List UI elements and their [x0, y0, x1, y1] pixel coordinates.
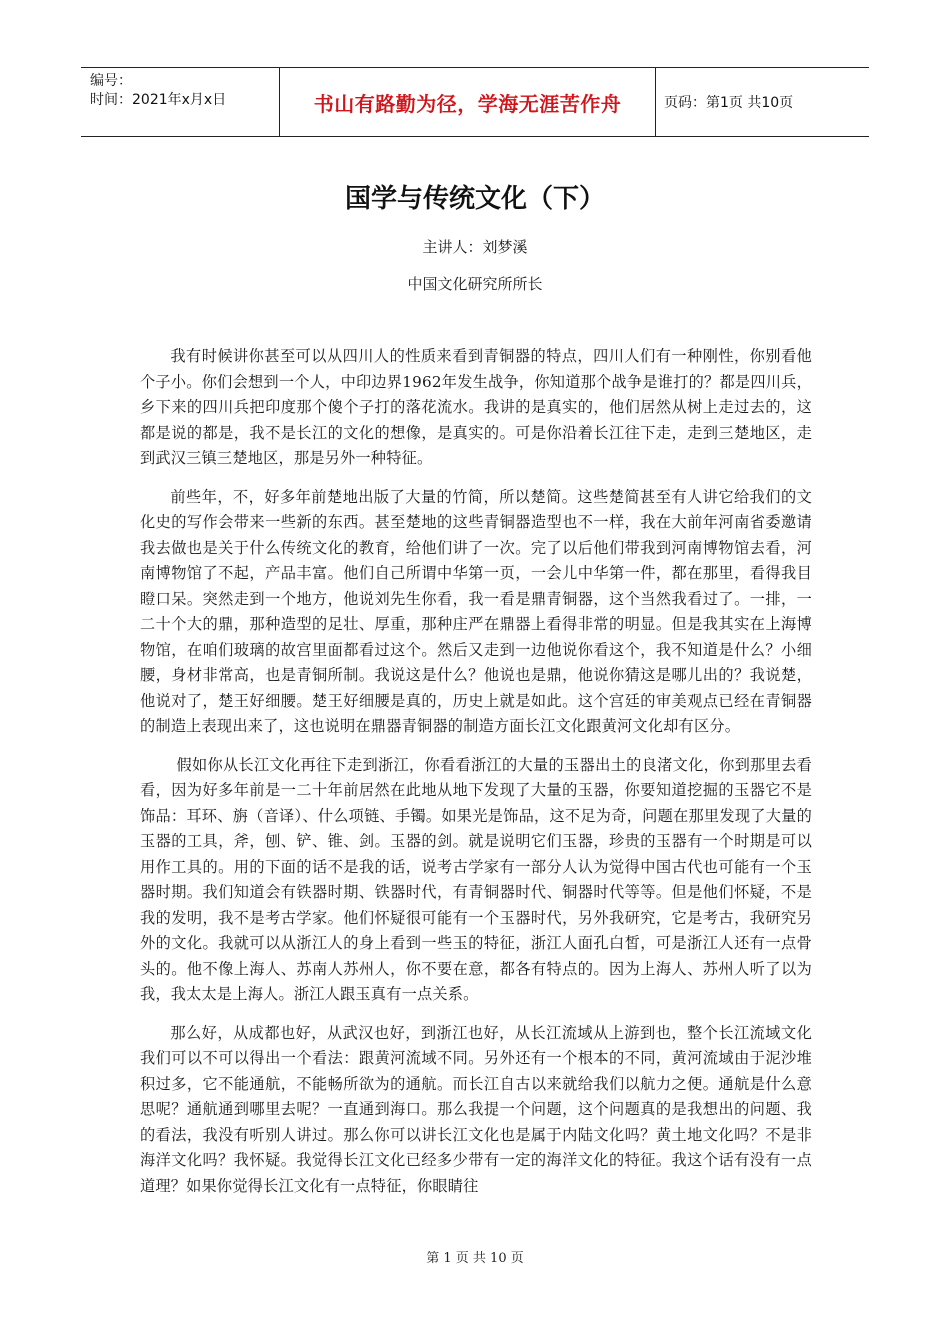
document-title: 国学与传统文化（下）	[344, 184, 605, 214]
paragraph: 假如你从长江文化再往下走到浙江，你看看浙江的大量的玉器出土的良渚文化，你到那里去看看，因为好多年前是一二十年前居然在此地从地下发现了大量的玉器，你要知道挖掘的玉器它不是饰品：耳环、旃（音译）、什么项链、手镯。如果光是饰品，这不足为奇，问题在那里发现了大量的玉器的工具，斧，刨、铲、锥、剑。玉器的剑。就是说明它们玉器，珍贵的玉器有一个时期是可以用作工具的。用的下面的话不是我的话，说考古学家有一部分人认为觉得中国古代也可能有一个玉器时期。我们知道会有铁器时期、铁器时代，有青铜器时代、铜器时代等等。但是他们怀疑，不是我的发明，我不是考古学家。他们怀疑很可能有一个玉器时代，另外我研究，它是考古，我研究另外的文化。我就可以从浙江人的身上看到一些玉的特征，浙江人面孔白皙，可是浙江人还有一点骨头的。他不像上海人、苏南人苏州人，你不要在意，都各有特点的。因为上海人、苏州人听了以为我，我太太是上海人。浙江人跟玉真有一点关系。	[140, 755, 812, 1003]
date-label: 时间：2021年x月x日	[90, 92, 227, 108]
paragraph: 那么好，从成都也好，从武汉也好，到浙江也好，从长江流域从上游到也，整个长江流域文化我们可以不可以得出一个看法：跟黄河流域不同。另外还有一个根本的不同，黄河流域由于泥沙堆积过多，它不能通航，不能畅所欲为的通航。而长江自古以来就给我们以航力之便。通航是什么意思呢？通航通到哪里去呢？一直通到海口。那么我提一个问题，这个问题真的是我想出的问题、我的看法，我没有听别人讲过。那么你可以讲长江文化也是属于内陆文化吗？黄土地文化吗？不是非海洋文化吗？我怀疑。我觉得长江文化已经多少带有一定的海洋文化的特征。我这个话有没有一点道理？如果你觉得长江文化有一点特征，你眼睛往	[140, 1023, 812, 1195]
affiliation-line: 中国文化研究所所长	[407, 275, 543, 293]
number-label: 编号：	[90, 73, 132, 89]
paragraph: 前些年，不，好多年前楚地出版了大量的竹简，所以楚简。这些楚简甚至有人讲它给我们的文化史的写作会带来一些新的东西。甚至楚地的这些青铜器造型也不一样，我在大前年河南省委邀请我去做也是关于什么传统文化的教育，给他们讲了一次。完了以后他们带我到河南博物馆去看，河南博物馆了不起，产品丰富。他们自己所谓中华第一页，一会儿中华第一件，都在那里，看得我目瞪口呆。突然走到一个地方，他说刘先生你看，我一看是鼎青铜器，这个当然我看过了。一排，一二十个大的鼎，那种造型的足壮、厚重，那种庄严在鼎器上看得非常的明显。但是我其实在上海博物馆，在咱们玻璃的故宫里面都看过这个。然后又走到一边他说你看这个，我不知道是什么？小细腰，身材非常高，也是青铜所制。我说这是什么？他说也是鼎，他说你猜这是哪儿出的？我说楚，他说对了，楚王好细腰。楚王好细腰是真的，历史上就是如此。这个宫廷的审美观点已经在青铜器的制造上表现出来了，这也说明在鼎器青铜器的制造方面长江文化跟黄河文化却有区分。	[140, 487, 812, 735]
header-meta-cell	[81, 68, 280, 136]
paragraph: 我有时候讲你甚至可以从四川人的性质来看到青铜器的特点，四川人们有一种刚性，你别看他个子小。你们会想到一个人，中印边界1962年发生战争，你知道那个战争是谁打的？都是四川兵，乡下来的四川兵把印度那个傻个子打的落花流水。我讲的是真实的，他们居然从树上走过去的，这都是说的都是，我不是长江的文化的想像，是真实的。可是你沿着长江往下走，走到三楚地区，走到武汉三镇三楚地区，那是另外一种特征。	[140, 347, 812, 467]
header-page-info: 页码：第1页 共10页	[664, 95, 794, 111]
page-footer: 第 1 页 共 10 页	[426, 1251, 524, 1266]
header-motto: 书山有路勤为径，学海无涯苦作舟	[280, 68, 656, 136]
speaker-line: 主讲人：刘梦溪	[422, 238, 528, 256]
header-table	[81, 67, 869, 137]
document-body	[140, 344, 812, 1212]
